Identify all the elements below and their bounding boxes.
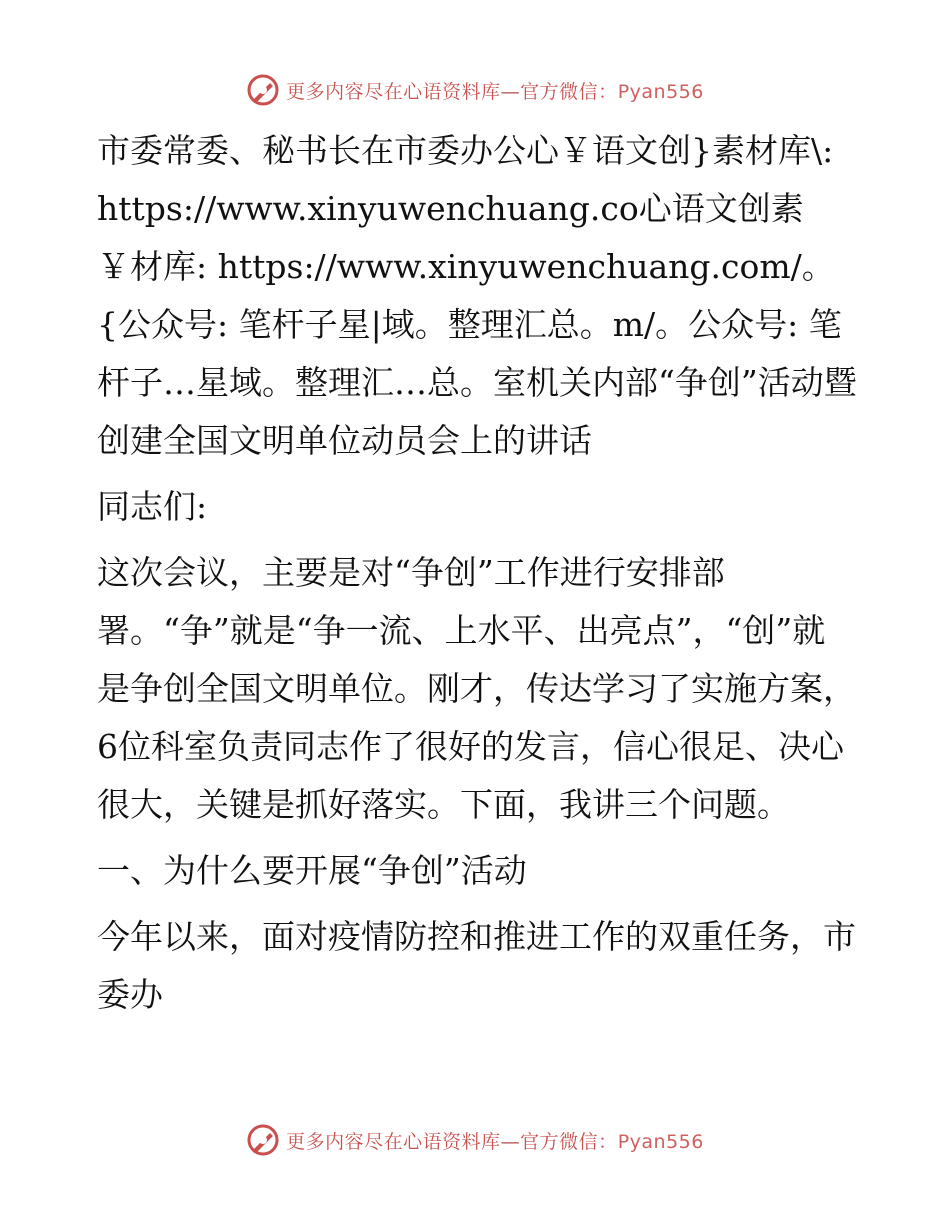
section-heading: 一、为什么要开展“争创”活动 xyxy=(97,851,527,890)
banner-text: 更多内容尽在心语资料库—官方微信：Pyan556 xyxy=(286,1130,704,1153)
pen-logo-icon xyxy=(246,1123,280,1157)
header-watermark xyxy=(0,70,950,110)
document-body xyxy=(97,122,857,1032)
banner-text: 更多内容尽在心语资料库—官方微信：Pyan556 xyxy=(286,80,704,103)
salutation: 同志们: xyxy=(97,487,208,526)
body-paragraph: 今年以来，面对疫情防控和推进工作的双重任务，市委办 xyxy=(97,917,856,1014)
pen-logo-icon xyxy=(246,73,280,107)
body-paragraph: 这次会议，主要是对“争创”工作进行安排部署。“争”就是“争一流、上水平、出亮点”，“创”就是争创全国文明单位。刚才，传达学习了实施方案，6位科室负责同志作了很好的发言，信心很足、决心很大，关键是抓好落实。下面，我讲三个问题。 xyxy=(97,553,856,824)
document-title-paragraph: 市委常委、秘书长在市委办公心￥语文创}素材库\: https://www.xinyuwenchuang.co心语文创素￥材库: https://www.xinyuwenchuang.com/。{公众号: 笔杆子星|域。整理汇总。m/。公众号: 笔杆子…星域。整理汇…总。室机关内部“争创”活动暨创建全国文明单位动员会上的讲话 xyxy=(97,131,857,460)
footer-watermark xyxy=(0,1120,950,1160)
